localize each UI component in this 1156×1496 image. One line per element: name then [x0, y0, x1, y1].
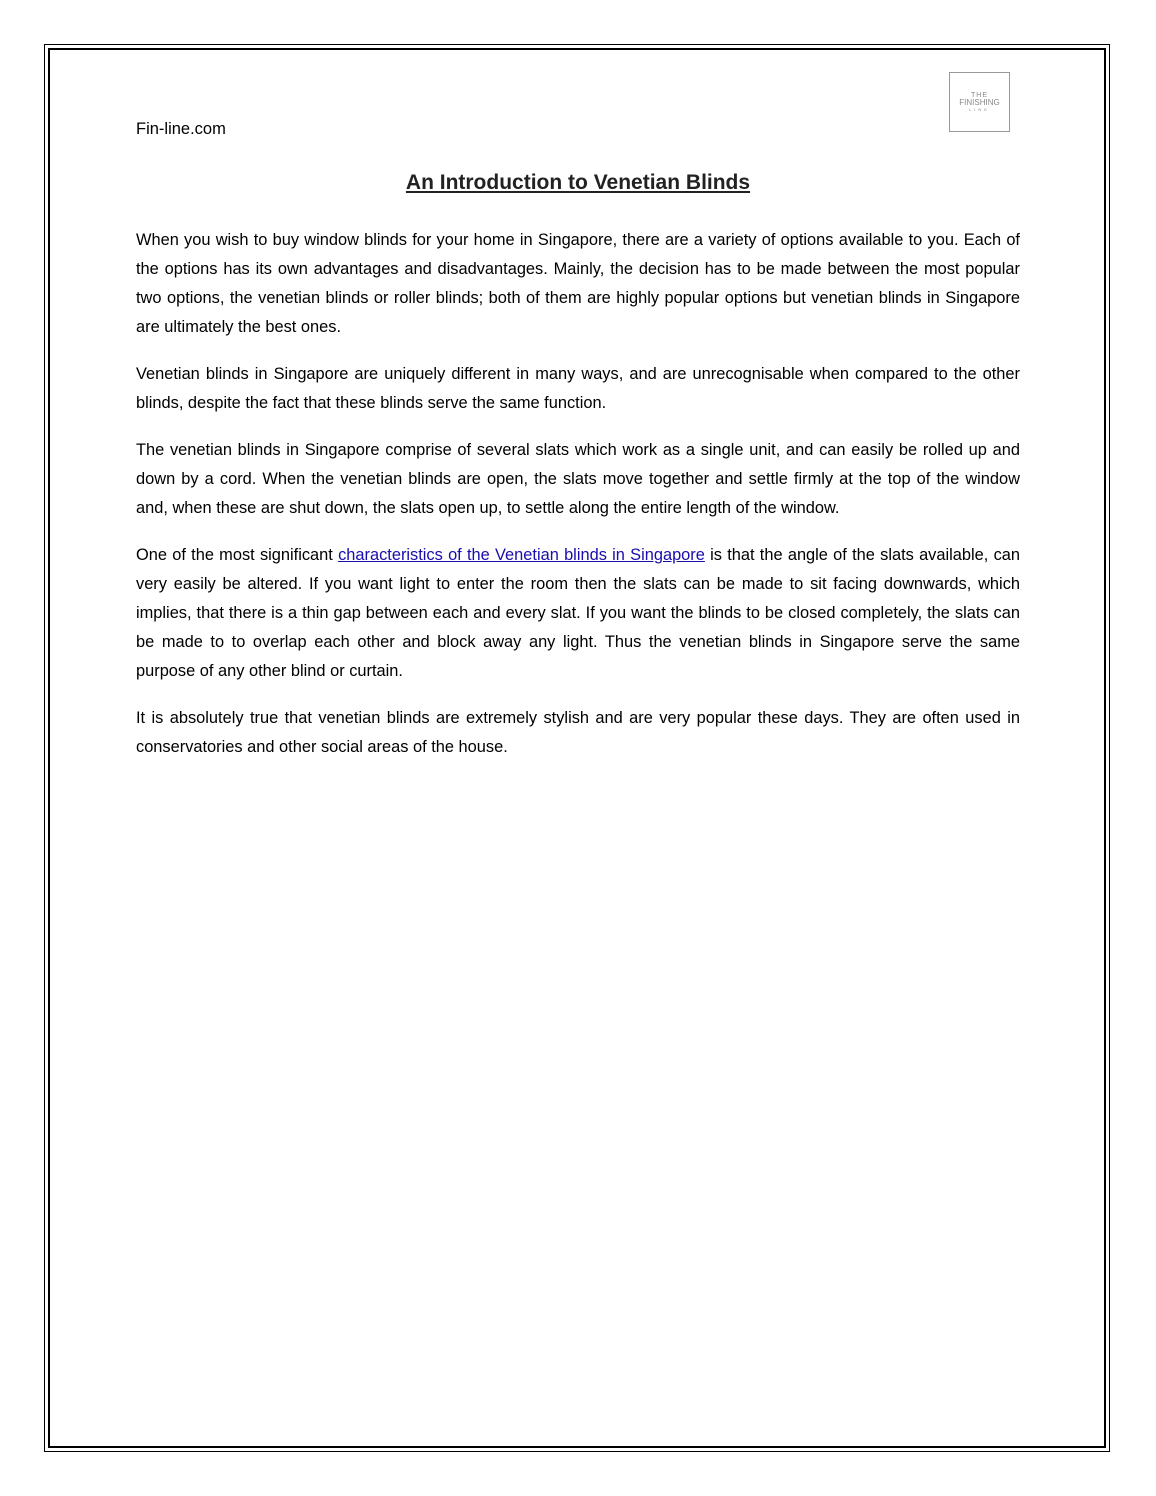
paragraph — [136, 541, 1020, 686]
document-title: An Introduction to Venetian Blinds — [405, 171, 751, 194]
document-body — [136, 226, 1020, 780]
finishing-line-logo — [949, 72, 1010, 132]
paragraph: The venetian blinds in Singapore comprise of several slats which work as a single unit, and can easily be rolled up and down by a cord. When the venetian blinds are open, the slats move together and settle firmly at the top of the window and, when these are shut down, the slats open up, to settle along the entire length of the window. — [136, 441, 1020, 517]
site-name: Fin-line.com — [136, 120, 226, 138]
venetian-blinds-link[interactable]: characteristics of the Venetian blinds in Singapore — [338, 546, 705, 564]
logo-line-3: LINE — [969, 107, 990, 113]
logo-line-1: THE — [971, 91, 988, 99]
paragraph: When you wish to buy window blinds for your home in Singapore, there are a variety of options available to you. Each of the options has its own advantages and disadvantages. Mainly, the decision has to be made between the most popular two options, the venetian blinds or roller blinds; both of them are highly popular options but venetian blinds in Singapore are ultimately the best ones. — [136, 231, 1020, 336]
text: One of the most significant — [136, 546, 339, 564]
logo-line-2: FINISHING — [959, 98, 1000, 108]
paragraph: Venetian blinds in Singapore are uniquely different in many ways, and are unrecognisable when compared to the other blinds, despite the fact that these blinds serve the same function. — [136, 365, 1020, 412]
paragraph: It is absolutely true that venetian blinds are extremely stylish and are very popular these days. They are often used in conservatories and other social areas of the house. — [136, 709, 1020, 756]
text: is that the angle of the slats available, can very easily be altered. If you want light to enter the room then the slats can be made to sit facing downwards, which implies, that there is a thin gap between each and every slat. If you want the blinds to be closed completely, the slats can be made to to overlap each other and block away any light. Thus the venetian blinds in Singapore serve the same purpose of any other blind or curtain. — [136, 546, 1020, 680]
